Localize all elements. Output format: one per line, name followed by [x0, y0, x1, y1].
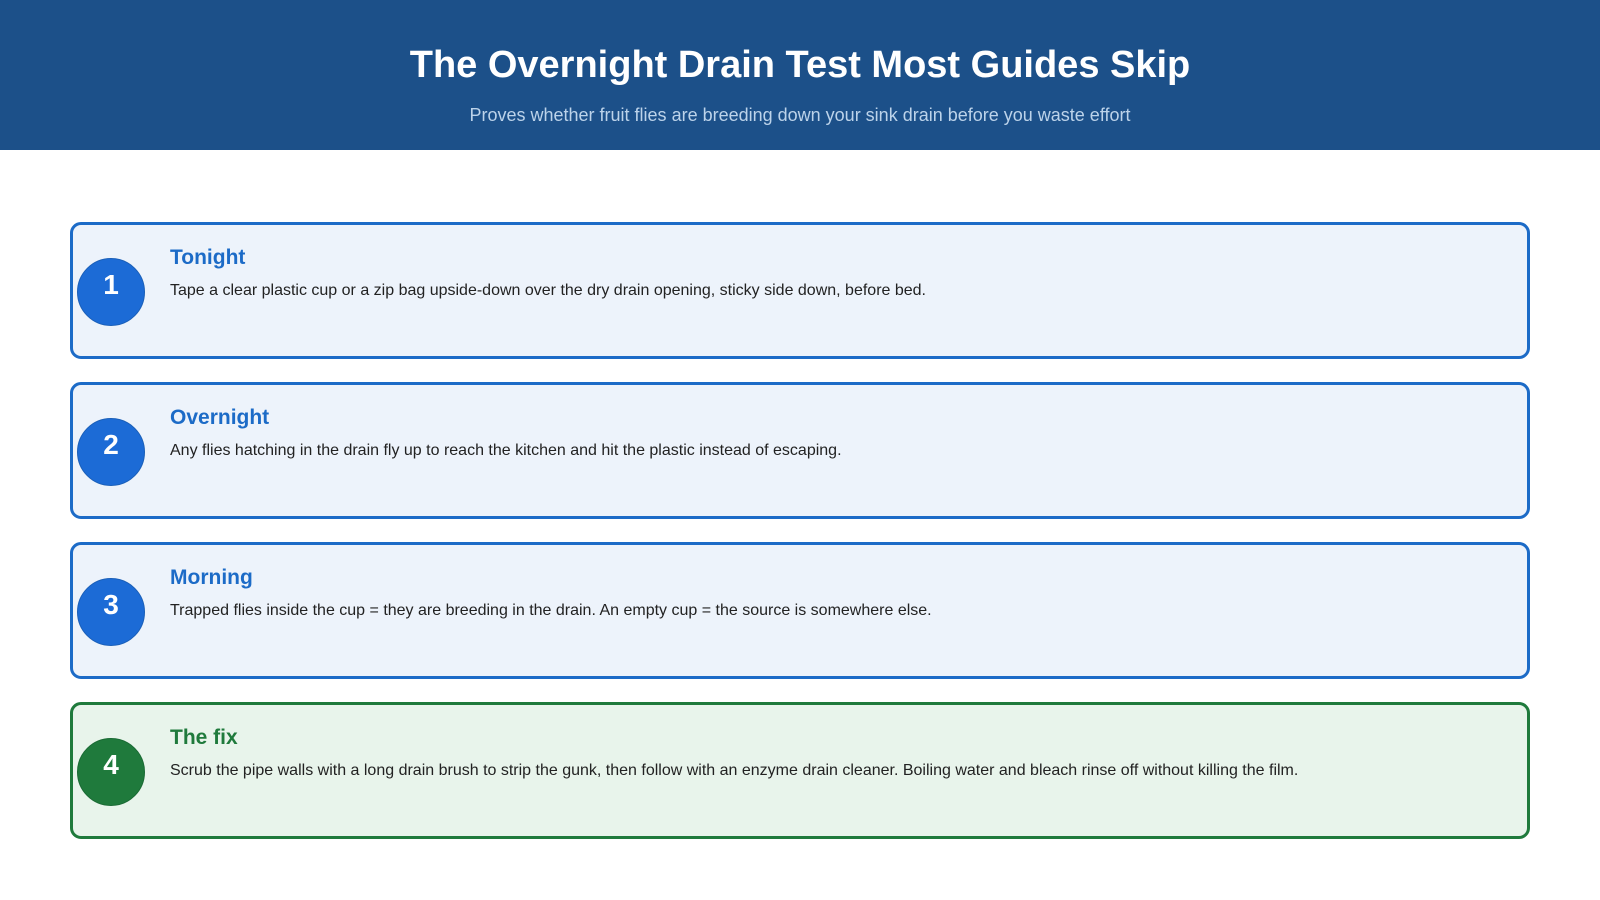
step-title: Overnight [170, 406, 270, 429]
page-subtitle: Proves whether fruit flies are breeding down your sink drain before you waste effort [469, 105, 1131, 125]
step-description: Trapped flies inside the cup = they are breeding in the drain. An empty cup = the source is somewhere else. [170, 602, 932, 619]
step-title: Tonight [170, 246, 246, 269]
step-description: Tape a clear plastic cup or a zip bag upside-down over the dry drain opening, sticky side down, before bed. [170, 282, 926, 299]
step-number-badge: 2 [77, 418, 145, 486]
step-number-badge: 1 [77, 258, 145, 326]
step-description: Scrub the pipe walls with a long drain brush to strip the gunk, then follow with an enzyme drain cleaner. Boiling water and bleach rinse off without killing the film. [170, 762, 1299, 779]
step-title: The fix [170, 726, 238, 749]
step-number-badge: 4 [77, 738, 145, 806]
step-card-overnight [70, 382, 1530, 519]
header-banner [0, 0, 1600, 150]
step-card-morning [70, 542, 1530, 679]
page-title: The Overnight Drain Test Most Guides Skip [409, 44, 1191, 86]
step-card-tonight [70, 222, 1530, 359]
step-number-badge: 3 [77, 578, 145, 646]
step-description: Any flies hatching in the drain fly up to reach the kitchen and hit the plastic instead of escaping. [170, 442, 842, 459]
step-card-the-fix [70, 702, 1530, 839]
step-title: Morning [170, 566, 253, 589]
